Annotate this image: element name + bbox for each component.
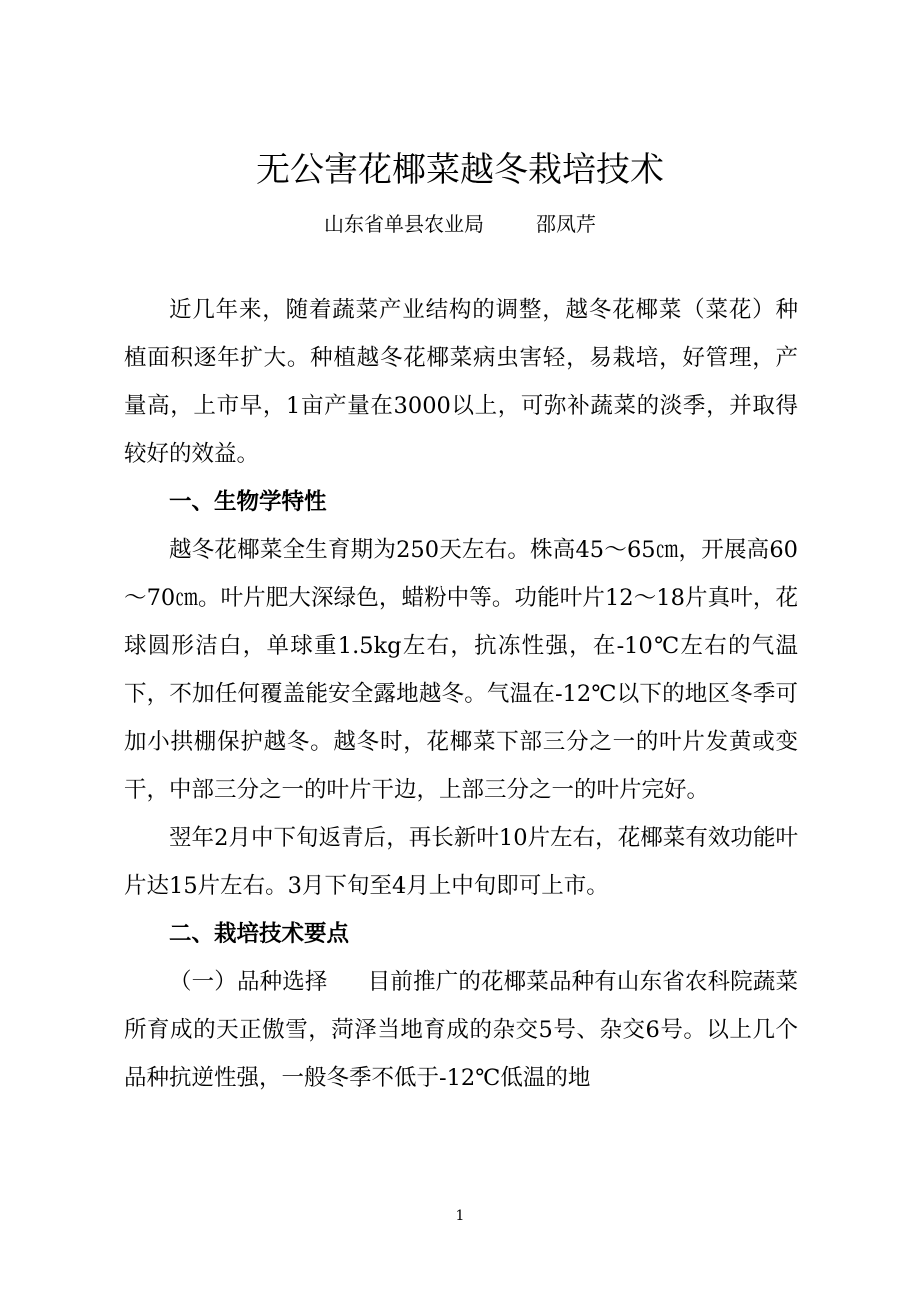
author-name: 邵凤芹 (536, 212, 596, 236)
document-title: 无公害花椰菜越冬栽培技术 (256, 150, 664, 190)
variety-selection-paragraph (124, 958, 798, 1102)
page-number: 1 (455, 1208, 465, 1224)
section-heading-biology: 一、生物学特性 (169, 489, 327, 515)
subsection-heading-variety: （一）品种选择 (169, 969, 328, 995)
variety-selection-text: 目前推广的花椰菜品种有山东省农科院蔬菜所育成的天正傲雪，菏泽当地育成的杂交5号、杂交6号。以上几个品种抗逆性强，一般冬季不低于-12℃低温的地 (124, 969, 798, 1091)
byline (0, 208, 920, 240)
intro-paragraph: 近几年来，随着蔬菜产业结构的调整，越冬花椰菜（菜花）种植面积逐年扩大。种植越冬花椰菜病虫害轻，易栽培，好管理，产量高，上市早，1亩产量在3000以上，可弥补蔬菜的淡季，并取得较好的效益。 (124, 297, 798, 467)
author-organization: 山东省单县农业局 (324, 212, 484, 236)
section-heading-cultivation: 二、栽培技术要点 (169, 921, 350, 947)
biology-paragraph-1: 越冬花椰菜全生育期为250天左右。株高45～65㎝，开展高60～70㎝。叶片肥大深绿色，蜡粉中等。功能叶片12～18片真叶，花球圆形洁白，单球重1.5kg左右，抗冻性强，在-10℃左右的气温下，不加任何覆盖能安全露地越冬。气温在-12℃以下的地区冬季可加小拱棚保护越冬。越冬时，花椰菜下部三分之一的叶片发黄或变干，中部三分之一的叶片干边，上部三分之一的叶片完好。 (124, 537, 798, 803)
biology-paragraph-2: 翌年2月中下旬返青后，再长新叶10片左右，花椰菜有效功能叶片达15片左右。3月下旬至4月上中旬即可上市。 (124, 825, 798, 899)
document-body (124, 286, 798, 1102)
